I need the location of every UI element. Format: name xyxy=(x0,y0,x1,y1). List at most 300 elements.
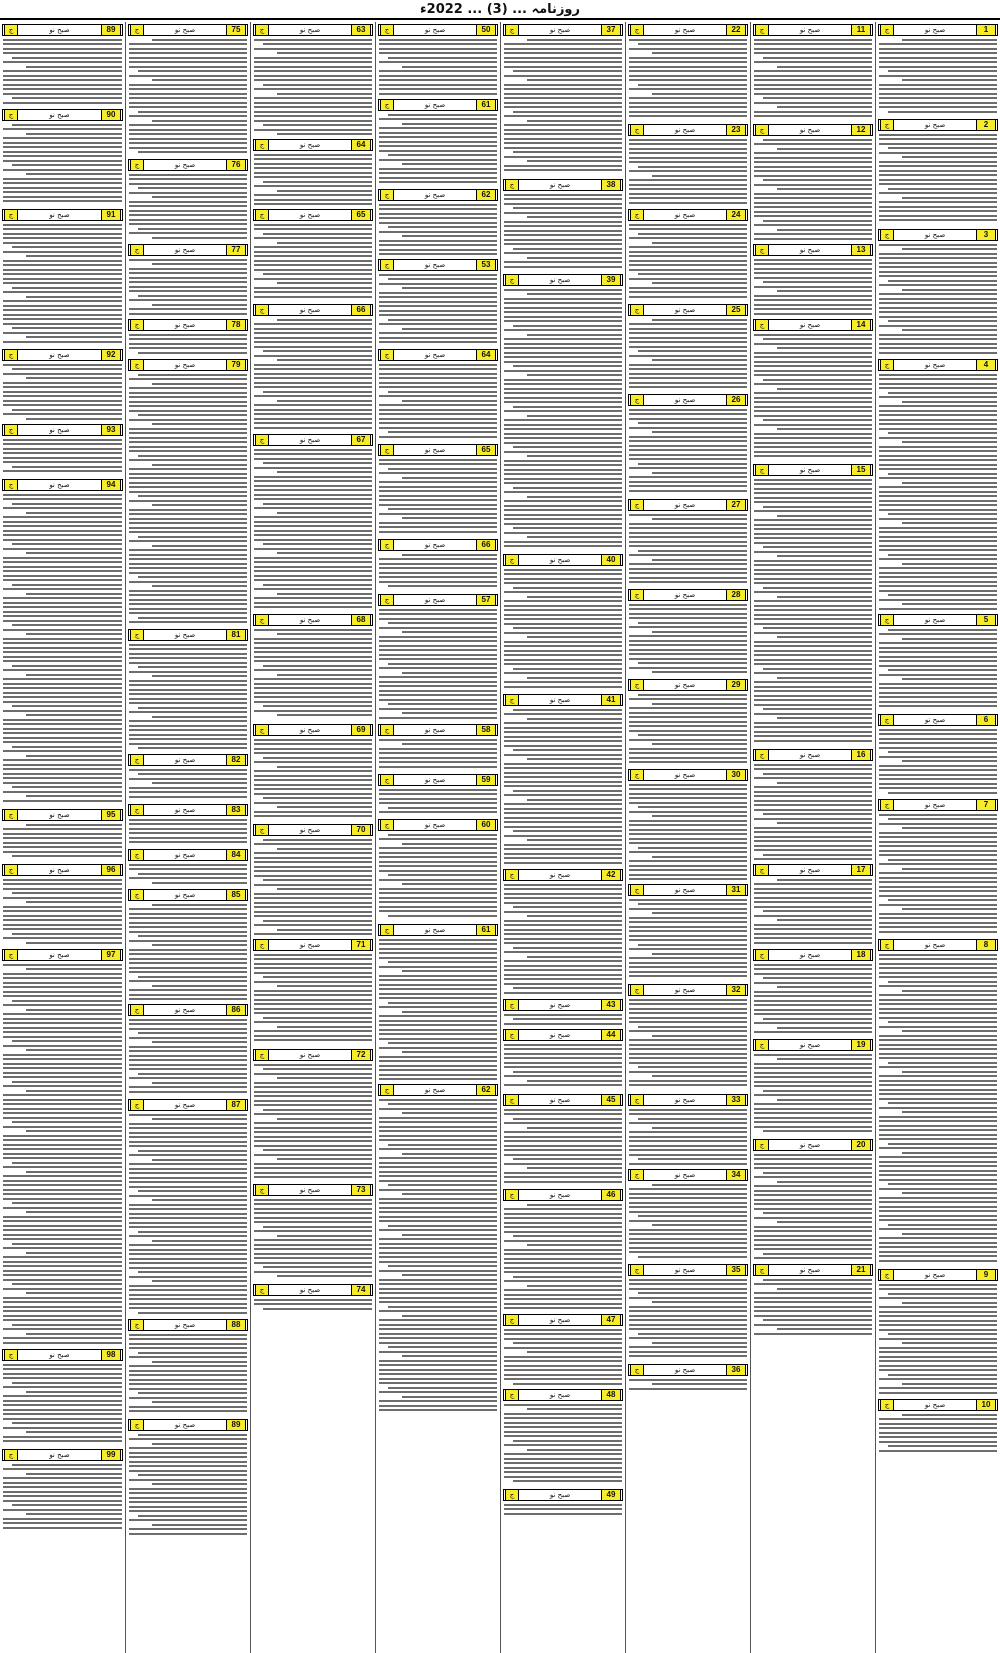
notice xyxy=(876,117,1000,227)
category-marker: ج xyxy=(630,394,644,406)
notice xyxy=(251,822,375,937)
notice-body-text xyxy=(628,319,748,393)
notice-header-text: صبح نو xyxy=(549,181,571,189)
category-marker: ج xyxy=(755,24,769,36)
notice-number: 18 xyxy=(851,949,871,961)
notice-header xyxy=(753,1039,873,1051)
notice-number: 10 xyxy=(976,1399,996,1411)
notice xyxy=(0,477,125,807)
notice-header xyxy=(378,819,498,831)
notice-header xyxy=(628,679,748,691)
notice-number: 5 xyxy=(976,614,996,626)
notice-body-text xyxy=(753,39,873,123)
notice-header xyxy=(2,349,123,361)
notice-header-text: صبح نو xyxy=(674,211,696,219)
category-marker: ج xyxy=(630,769,644,781)
notice-number: 62 xyxy=(476,189,496,201)
notice xyxy=(0,807,125,862)
notice xyxy=(126,1317,250,1417)
notice-header xyxy=(503,1314,623,1326)
notice-header-text: صبح نو xyxy=(799,751,821,759)
category-marker: ج xyxy=(255,24,269,36)
notice-body-text xyxy=(628,694,748,768)
notice-header-text: صبح نو xyxy=(299,826,321,834)
notice-number: 98 xyxy=(101,1349,121,1361)
notice-header xyxy=(2,864,123,876)
notice-header-text: صبح نو xyxy=(424,26,446,34)
notice-header xyxy=(628,1169,748,1181)
category-marker: ج xyxy=(380,189,394,201)
notice-number: 83 xyxy=(226,804,246,816)
notice-number: 68 xyxy=(351,614,371,626)
notice-body-text xyxy=(378,1099,498,1418)
notice xyxy=(501,272,625,552)
category-marker: ج xyxy=(755,1039,769,1051)
category-marker: ج xyxy=(505,1094,519,1106)
notice-number: 43 xyxy=(601,999,621,1011)
notice-header-text: صبح نو xyxy=(549,871,571,879)
notice-number: 90 xyxy=(101,109,121,121)
notice-number: 64 xyxy=(351,139,371,151)
category-marker: ج xyxy=(880,229,894,241)
notice-body-text xyxy=(628,1184,748,1263)
notice-columns xyxy=(0,22,1000,1653)
notice-header-text: صبح نو xyxy=(174,26,196,34)
notice-header-text: صبح نو xyxy=(174,806,196,814)
notice-header-text: صبح نو xyxy=(299,726,321,734)
notice-body-text xyxy=(253,224,373,303)
category-marker: ج xyxy=(630,1094,644,1106)
notice-header-text: صبح نو xyxy=(174,1101,196,1109)
category-marker: ج xyxy=(505,869,519,881)
notice-header-text: صبح نو xyxy=(49,111,70,119)
notice-body-text xyxy=(878,39,998,118)
notice-body-text xyxy=(628,899,748,983)
notice xyxy=(251,137,375,207)
notice-number: 1 xyxy=(976,24,996,36)
notice-body-text xyxy=(253,739,373,823)
notice xyxy=(626,587,750,677)
category-marker: ج xyxy=(755,949,769,961)
notice-number: 89 xyxy=(226,1419,246,1431)
notice-header-text: صبح نو xyxy=(424,191,446,199)
notice-number: 2 xyxy=(976,119,996,131)
notice-body-text xyxy=(628,999,748,1093)
category-marker: ج xyxy=(255,1284,269,1296)
notice-body-text xyxy=(753,879,873,948)
notice-header-text: صبح نو xyxy=(674,396,696,404)
category-marker: ج xyxy=(505,1029,519,1041)
notice-header xyxy=(503,179,623,191)
notice-number: 61 xyxy=(476,99,496,111)
notice-body-text xyxy=(753,479,873,748)
notice-body-text xyxy=(628,409,748,498)
notice-header-text: صبح نو xyxy=(549,1391,571,1399)
notice-header xyxy=(628,1094,748,1106)
notice-number: 60 xyxy=(476,819,496,831)
notice-body-text xyxy=(128,39,248,158)
notice-header xyxy=(628,499,748,511)
notice-header-text: صبح نو xyxy=(174,161,196,169)
notice xyxy=(751,947,875,1037)
notice-number: 94 xyxy=(101,479,121,491)
notice-header xyxy=(2,949,123,961)
notice-number: 70 xyxy=(351,824,371,836)
notice-header xyxy=(628,884,748,896)
notice-number: 27 xyxy=(726,499,746,511)
notice-header xyxy=(878,714,998,726)
notice-number: 20 xyxy=(851,1139,871,1151)
notice-number: 85 xyxy=(226,889,246,901)
notice xyxy=(251,432,375,612)
notice xyxy=(376,772,500,817)
category-marker: ج xyxy=(130,359,144,371)
notice-body-text xyxy=(128,259,248,318)
category-marker: ج xyxy=(505,1489,519,1501)
notice xyxy=(126,752,250,802)
notice-body-text xyxy=(503,1204,623,1313)
notice-body-text xyxy=(378,939,498,1083)
notice-body-text xyxy=(253,1299,373,1313)
notice-body-text xyxy=(378,834,498,923)
notice-body-text xyxy=(128,374,248,628)
category-marker: ج xyxy=(380,774,394,786)
notice-header-text: صبح نو xyxy=(799,951,821,959)
notice-body-text xyxy=(503,709,623,868)
notice-header-text: صبح نو xyxy=(299,26,321,34)
notice xyxy=(251,22,375,137)
notice-header-text: صبح نو xyxy=(674,126,696,134)
notice xyxy=(251,1182,375,1282)
notice-number: 96 xyxy=(101,864,121,876)
notice xyxy=(876,357,1000,612)
notice-header-text: صبح نو xyxy=(924,716,946,724)
notice xyxy=(376,722,500,772)
category-marker: ج xyxy=(380,724,394,736)
category-marker: ج xyxy=(505,274,519,286)
notice-number: 46 xyxy=(601,1189,621,1201)
notice-body-text xyxy=(503,39,623,178)
notice-number: 79 xyxy=(226,359,246,371)
notice-header xyxy=(503,554,623,566)
notice-header xyxy=(503,1029,623,1041)
notice-header xyxy=(128,849,248,861)
category-marker: ج xyxy=(880,799,894,811)
category-marker: ج xyxy=(380,1084,394,1096)
notice xyxy=(0,207,125,347)
notice xyxy=(626,302,750,392)
notice-body-text xyxy=(2,879,123,948)
notice-header-text: صبح نو xyxy=(424,926,446,934)
notice-header-text: صبح نو xyxy=(49,866,70,874)
notice-body-text xyxy=(2,1464,123,1533)
notice xyxy=(376,97,500,187)
notice-header-text: صبح نو xyxy=(424,776,446,784)
category-marker: ج xyxy=(880,1269,894,1281)
notice xyxy=(501,1312,625,1387)
notice-body-text xyxy=(878,1284,998,1398)
notice xyxy=(626,677,750,767)
notice-header xyxy=(878,24,998,36)
category-marker: ج xyxy=(380,539,394,551)
notice-body-text xyxy=(2,824,123,863)
notice-header-text: صبح نو xyxy=(424,821,446,829)
category-marker: ج xyxy=(255,614,269,626)
notice-number: 57 xyxy=(476,594,496,606)
notice-header-text: صبح نو xyxy=(424,261,446,269)
notice-number: 38 xyxy=(601,179,621,191)
category-marker: ج xyxy=(630,589,644,601)
notice-header xyxy=(753,464,873,476)
notice-header-text: صبح نو xyxy=(299,1286,321,1294)
notice-header xyxy=(753,24,873,36)
notice-header xyxy=(378,774,498,786)
notice-header xyxy=(378,539,498,551)
notice-body-text xyxy=(253,1199,373,1283)
category-marker: ج xyxy=(755,464,769,476)
notice-body-text xyxy=(628,784,748,883)
notice-body-text xyxy=(378,39,498,98)
notice-body-text xyxy=(128,174,248,243)
notice xyxy=(626,1167,750,1262)
notice-number: 44 xyxy=(601,1029,621,1041)
notice xyxy=(876,712,1000,797)
notice xyxy=(126,1002,250,1097)
notice-header xyxy=(128,1319,248,1331)
notice-number: 6 xyxy=(976,714,996,726)
notice xyxy=(751,1137,875,1262)
notice-body-text xyxy=(378,114,498,188)
notice-body-text xyxy=(128,819,248,848)
notice-number: 13 xyxy=(851,244,871,256)
notice xyxy=(501,177,625,272)
notice-number: 58 xyxy=(476,724,496,736)
notice-body-text xyxy=(753,1054,873,1138)
category-marker: ج xyxy=(380,24,394,36)
notice-number: 30 xyxy=(726,769,746,781)
notice xyxy=(126,317,250,357)
notice-header-text: صبح نو xyxy=(49,1451,70,1459)
notice-header-text: صبح نو xyxy=(174,891,196,899)
notice xyxy=(751,317,875,462)
notice-header-text: صبح نو xyxy=(299,1186,321,1194)
category-marker: ج xyxy=(255,209,269,221)
notice xyxy=(501,1487,625,1517)
notice xyxy=(501,552,625,692)
notice-number: 66 xyxy=(351,304,371,316)
notice-header xyxy=(378,99,498,111)
notice-number: 24 xyxy=(726,209,746,221)
category-marker: ج xyxy=(130,1419,144,1431)
notice-number: 25 xyxy=(726,304,746,316)
category-marker: ج xyxy=(380,444,394,456)
notice-header-text: صبح نو xyxy=(674,771,696,779)
notice xyxy=(251,207,375,302)
notice-body-text xyxy=(253,954,373,1048)
notice-number: 87 xyxy=(226,1099,246,1111)
notice-header-text: صبح نو xyxy=(799,1266,821,1274)
category-marker: ج xyxy=(380,594,394,606)
category-marker: ج xyxy=(130,889,144,901)
category-marker: ج xyxy=(880,359,894,371)
notice-header xyxy=(628,394,748,406)
notice-header xyxy=(253,824,373,836)
notice-body-text xyxy=(378,609,498,723)
notice xyxy=(751,1037,875,1137)
category-marker: ج xyxy=(505,554,519,566)
notice xyxy=(501,1027,625,1092)
notice xyxy=(126,157,250,242)
notice-header-text: صبح نو xyxy=(674,1366,696,1374)
notice-body-text xyxy=(2,494,123,808)
notice xyxy=(376,257,500,347)
notice-header xyxy=(2,1349,123,1361)
notice xyxy=(126,627,250,752)
category-marker: ج xyxy=(755,749,769,761)
notice-body-text xyxy=(628,224,748,303)
notice-header-text: صبح نو xyxy=(299,1051,321,1059)
notice xyxy=(751,242,875,317)
notice-body-text xyxy=(2,39,123,108)
notice-number: 65 xyxy=(476,444,496,456)
notice-body-text xyxy=(378,274,498,348)
notice-header xyxy=(503,1389,623,1401)
notice-header xyxy=(378,924,498,936)
notice-header-text: صبح نو xyxy=(299,211,321,219)
notice xyxy=(501,997,625,1027)
notice-header xyxy=(753,864,873,876)
notice-number: 34 xyxy=(726,1169,746,1181)
notice-number: 84 xyxy=(226,849,246,861)
notice-body-text xyxy=(378,739,498,773)
notice-body-text xyxy=(128,1334,248,1418)
notice-body-text xyxy=(128,1434,248,1538)
notice-header-text: صبح نو xyxy=(299,616,321,624)
category-marker: ج xyxy=(130,1004,144,1016)
notice-number: 39 xyxy=(601,274,621,286)
notice xyxy=(0,107,125,207)
notice-number: 26 xyxy=(726,394,746,406)
notice-header xyxy=(503,1094,623,1106)
notice-header xyxy=(128,754,248,766)
notice xyxy=(626,1092,750,1167)
notice xyxy=(876,227,1000,357)
category-marker: ج xyxy=(380,924,394,936)
notice-header xyxy=(253,24,373,36)
notice-header-text: صبح نو xyxy=(799,1041,821,1049)
notice-header-text: صبح نو xyxy=(49,481,70,489)
notice xyxy=(126,357,250,627)
notice-header xyxy=(378,189,498,201)
category-marker: ج xyxy=(505,1389,519,1401)
notice-header xyxy=(878,614,998,626)
notice-number: 8 xyxy=(976,939,996,951)
notice-header-text: صبح نو xyxy=(924,1271,946,1279)
notice-number: 59 xyxy=(476,774,496,786)
category-marker: ج xyxy=(130,319,144,331)
notice-header-text: صبح نو xyxy=(674,26,696,34)
notice-number: 17 xyxy=(851,864,871,876)
notice-header-text: صبح نو xyxy=(174,1006,196,1014)
notice-body-text xyxy=(503,1329,623,1388)
notice-header-text: صبح نو xyxy=(924,616,946,624)
notice-header xyxy=(2,479,123,491)
notice-number: 9 xyxy=(976,1269,996,1281)
notice-number: 11 xyxy=(851,24,871,36)
notice-number: 93 xyxy=(101,424,121,436)
notice-header-text: صبح نو xyxy=(49,351,70,359)
notice-number: 82 xyxy=(226,754,246,766)
notice-number: 22 xyxy=(726,24,746,36)
notice-body-text xyxy=(2,964,123,1348)
notice-body-text xyxy=(128,644,248,753)
category-marker: ج xyxy=(755,1139,769,1151)
notice-header-text: صبح نو xyxy=(799,321,821,329)
notice-body-text xyxy=(128,769,248,803)
category-marker: ج xyxy=(630,984,644,996)
notice-number: 4 xyxy=(976,359,996,371)
notice xyxy=(251,1047,375,1182)
notice-number: 36 xyxy=(726,1364,746,1376)
notice-header-text: صبح نو xyxy=(424,351,446,359)
notice-header-text: صبح نو xyxy=(799,866,821,874)
notice-body-text xyxy=(753,139,873,243)
notice-header-text: صبح نو xyxy=(424,596,446,604)
notice xyxy=(251,937,375,1047)
notice-header xyxy=(128,1004,248,1016)
notice xyxy=(126,847,250,887)
notice-header xyxy=(503,869,623,881)
notice xyxy=(876,1397,1000,1457)
notice-header-text: صبح نو xyxy=(799,246,821,254)
notice-header xyxy=(378,349,498,361)
notice-body-text xyxy=(503,569,623,693)
notice-header-text: صبح نو xyxy=(424,446,446,454)
notice xyxy=(376,922,500,1082)
notice xyxy=(376,22,500,97)
notice-body-text xyxy=(878,814,998,938)
notice-header-text: صبح نو xyxy=(49,26,70,34)
notice-body-text xyxy=(2,439,123,478)
notice-header-text: صبح نو xyxy=(924,1401,946,1409)
category-marker: ج xyxy=(630,304,644,316)
notice-header xyxy=(128,24,248,36)
column-2 xyxy=(750,22,875,1653)
notice-number: 35 xyxy=(726,1264,746,1276)
notice-header xyxy=(2,24,123,36)
notice-number: 75 xyxy=(226,24,246,36)
notice xyxy=(501,692,625,867)
notice-header-text: صبح نو xyxy=(799,466,821,474)
category-marker: ج xyxy=(4,809,18,821)
notice-header xyxy=(378,259,498,271)
notice-number: 72 xyxy=(351,1049,371,1061)
notice-header xyxy=(503,999,623,1011)
notice-header-text: صبح نو xyxy=(674,1096,696,1104)
category-marker: ج xyxy=(130,1319,144,1331)
category-marker: ج xyxy=(880,24,894,36)
notice xyxy=(626,882,750,982)
category-marker: ج xyxy=(630,24,644,36)
category-marker: ج xyxy=(130,24,144,36)
notice-header-text: صبح نو xyxy=(424,101,446,109)
notice xyxy=(751,747,875,862)
notice-header-text: صبح نو xyxy=(549,1031,571,1039)
notice-number: 62 xyxy=(476,1084,496,1096)
notice-header-text: صبح نو xyxy=(674,501,696,509)
notice-header xyxy=(503,1189,623,1201)
notice-number: 69 xyxy=(351,724,371,736)
